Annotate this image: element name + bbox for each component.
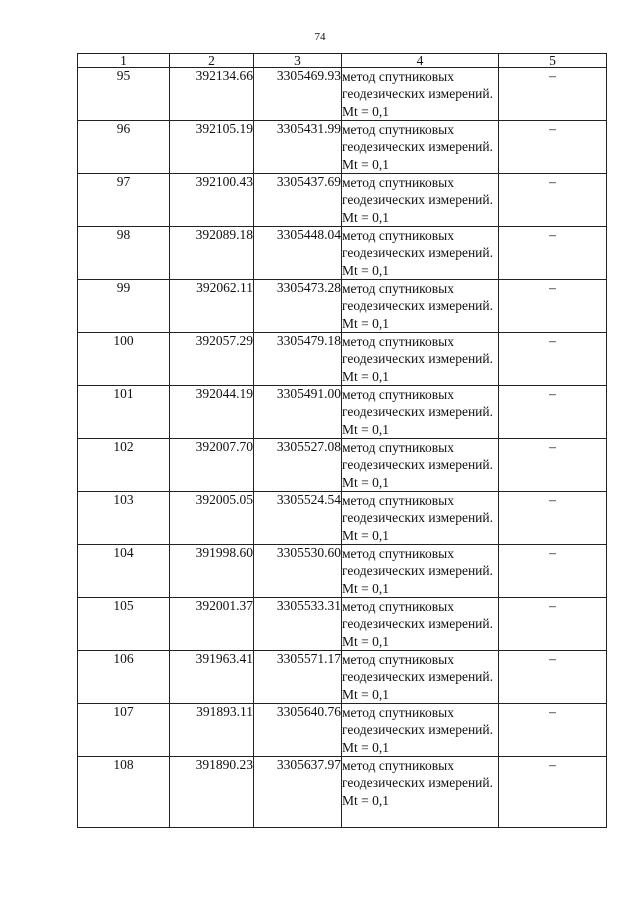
coordinate-y-cell: 3305479.18 [254, 333, 342, 386]
note-cell: – [499, 280, 607, 333]
note-cell: – [499, 545, 607, 598]
coordinate-x-cell: 392105.19 [170, 121, 254, 174]
table-row [78, 492, 607, 545]
point-number-cell: 104 [78, 545, 170, 598]
table-row [78, 704, 607, 757]
point-number-cell: 98 [78, 227, 170, 280]
point-number-cell: 108 [78, 757, 170, 828]
note-cell: – [499, 333, 607, 386]
coordinate-y-cell: 3305637.97 [254, 757, 342, 828]
point-number-cell: 99 [78, 280, 170, 333]
method-cell: метод спутниковых геодезических измерений. Mt = 0,1 [342, 598, 499, 651]
header-cell-5: 5 [499, 54, 607, 68]
table-row [78, 68, 607, 121]
coordinate-y-cell: 3305640.76 [254, 704, 342, 757]
coordinate-x-cell: 392089.18 [170, 227, 254, 280]
header-cell-3: 3 [254, 54, 342, 68]
table-row [78, 651, 607, 704]
table-row [78, 598, 607, 651]
coordinate-y-cell: 3305437.69 [254, 174, 342, 227]
note-cell: – [499, 704, 607, 757]
table-row [78, 280, 607, 333]
header-cell-4: 4 [342, 54, 499, 68]
coordinate-x-cell: 392057.29 [170, 333, 254, 386]
point-number-cell: 97 [78, 174, 170, 227]
method-cell: метод спутниковых геодезических измерений. Mt = 0,1 [342, 227, 499, 280]
point-number-cell: 100 [78, 333, 170, 386]
table-header [78, 54, 607, 68]
point-number-cell: 96 [78, 121, 170, 174]
header-row [78, 54, 607, 68]
method-cell: метод спутниковых геодезических измерений. Mt = 0,1 [342, 121, 499, 174]
table-row [78, 757, 607, 828]
coordinate-x-cell: 392100.43 [170, 174, 254, 227]
coordinate-y-cell: 3305533.31 [254, 598, 342, 651]
coordinate-x-cell: 392062.11 [170, 280, 254, 333]
note-cell: – [499, 227, 607, 280]
coordinate-x-cell: 391893.11 [170, 704, 254, 757]
note-cell: – [499, 439, 607, 492]
coordinate-y-cell: 3305473.28 [254, 280, 342, 333]
point-number-cell: 105 [78, 598, 170, 651]
note-cell: – [499, 121, 607, 174]
note-cell: – [499, 492, 607, 545]
point-number-cell: 106 [78, 651, 170, 704]
table-row [78, 333, 607, 386]
header-cell-1: 1 [78, 54, 170, 68]
method-cell: метод спутниковых геодезических измерений. Mt = 0,1 [342, 757, 499, 828]
coordinate-x-cell: 392044.19 [170, 386, 254, 439]
coordinate-x-cell: 391890.23 [170, 757, 254, 828]
table-row [78, 386, 607, 439]
note-cell: – [499, 598, 607, 651]
table-body [78, 68, 607, 828]
coordinate-x-cell: 391963.41 [170, 651, 254, 704]
point-number-cell: 101 [78, 386, 170, 439]
method-cell: метод спутниковых геодезических измерений. Mt = 0,1 [342, 492, 499, 545]
point-number-cell: 103 [78, 492, 170, 545]
point-number-cell: 107 [78, 704, 170, 757]
method-cell: метод спутниковых геодезических измерений. Mt = 0,1 [342, 174, 499, 227]
coordinate-y-cell: 3305469.93 [254, 68, 342, 121]
method-cell: метод спутниковых геодезических измерений. Mt = 0,1 [342, 545, 499, 598]
method-cell: метод спутниковых геодезических измерений. Mt = 0,1 [342, 439, 499, 492]
header-cell-2: 2 [170, 54, 254, 68]
note-cell: – [499, 386, 607, 439]
table-row [78, 545, 607, 598]
coordinate-x-cell: 391998.60 [170, 545, 254, 598]
coordinate-x-cell: 392001.37 [170, 598, 254, 651]
coordinate-y-cell: 3305527.08 [254, 439, 342, 492]
coordinate-x-cell: 392007.70 [170, 439, 254, 492]
coordinate-y-cell: 3305571.17 [254, 651, 342, 704]
table-row [78, 121, 607, 174]
note-cell: – [499, 757, 607, 828]
coordinate-y-cell: 3305530.60 [254, 545, 342, 598]
table-row [78, 174, 607, 227]
note-cell: – [499, 174, 607, 227]
table-row [78, 227, 607, 280]
point-number-cell: 102 [78, 439, 170, 492]
method-cell: метод спутниковых геодезических измерений. Mt = 0,1 [342, 68, 499, 121]
coordinates-table [77, 53, 607, 828]
table-row [78, 439, 607, 492]
coordinate-x-cell: 392134.66 [170, 68, 254, 121]
page-number: 74 [314, 31, 326, 43]
method-cell: метод спутниковых геодезических измерений. Mt = 0,1 [342, 333, 499, 386]
coordinate-x-cell: 392005.05 [170, 492, 254, 545]
method-cell: метод спутниковых геодезических измерений. Mt = 0,1 [342, 280, 499, 333]
note-cell: – [499, 68, 607, 121]
method-cell: метод спутниковых геодезических измерений. Mt = 0,1 [342, 704, 499, 757]
coordinate-y-cell: 3305448.04 [254, 227, 342, 280]
method-cell: метод спутниковых геодезических измерений. Mt = 0,1 [342, 651, 499, 704]
point-number-cell: 95 [78, 68, 170, 121]
method-cell: метод спутниковых геодезических измерений. Mt = 0,1 [342, 386, 499, 439]
note-cell: – [499, 651, 607, 704]
coordinate-y-cell: 3305524.54 [254, 492, 342, 545]
coordinate-y-cell: 3305431.99 [254, 121, 342, 174]
coordinate-y-cell: 3305491.00 [254, 386, 342, 439]
